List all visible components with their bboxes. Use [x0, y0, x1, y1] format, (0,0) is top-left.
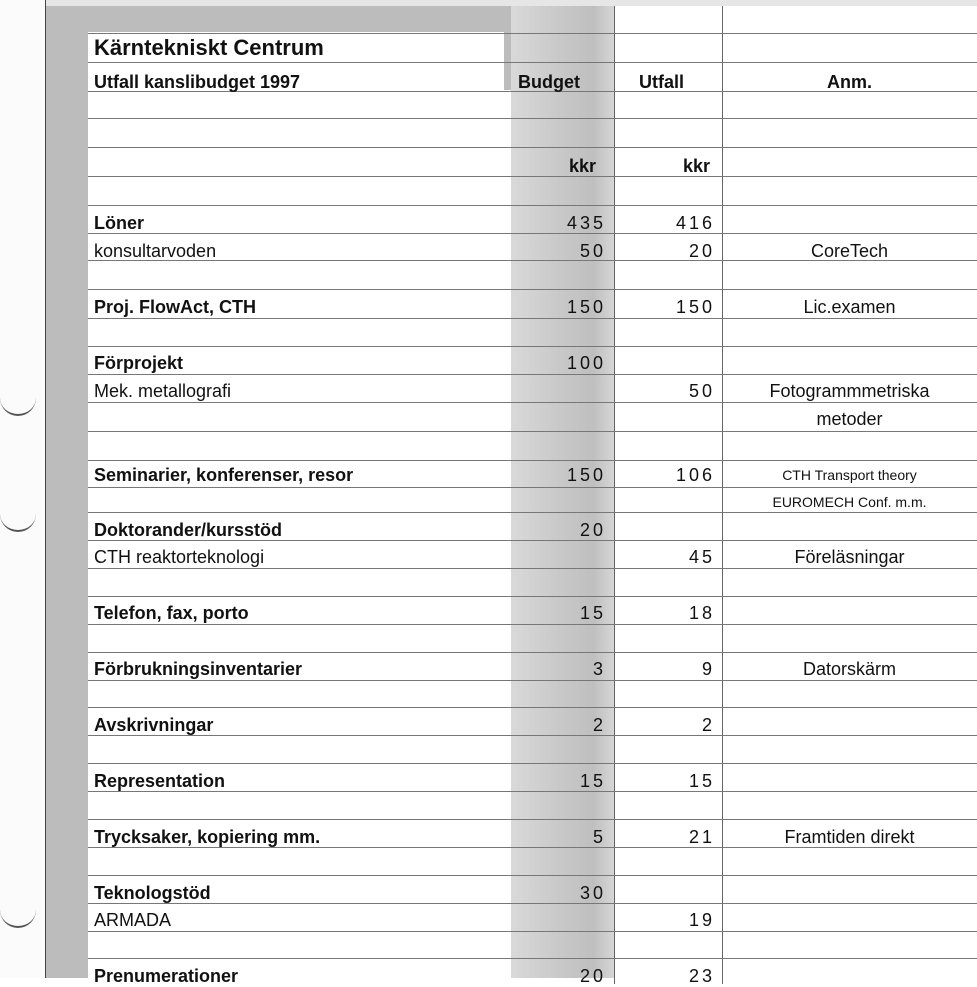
unit-budget: kkr: [569, 156, 597, 176]
row-label: Trycksaker, kopiering mm.: [94, 827, 321, 847]
row-rule: [88, 176, 977, 177]
row-budget-value: 3: [592, 659, 606, 679]
row-budget-value: 15: [579, 771, 606, 791]
row-label: Förprojekt: [94, 353, 184, 373]
row-budget-value: 50: [579, 241, 606, 261]
row-budget-value: 100: [566, 353, 606, 373]
row-rule: [88, 707, 977, 708]
row-rule: [88, 346, 977, 347]
row-rule: [88, 402, 977, 403]
row-rule: [88, 763, 977, 764]
row-budget-value: 150: [566, 465, 606, 485]
row-label: CTH reaktorteknologi: [94, 547, 265, 567]
row-rule: [88, 205, 977, 206]
row-label: Avskrivningar: [94, 715, 214, 735]
row-utfall-value: 21: [688, 827, 715, 847]
row-rule: [88, 819, 977, 820]
row-rule: [88, 33, 977, 34]
row-rule: [88, 318, 977, 319]
row-label: Proj. FlowAct, CTH: [94, 297, 256, 317]
row-utfall-value: 19: [688, 910, 715, 930]
row-rule: [88, 374, 977, 375]
row-remark: Framtiden direkt: [784, 827, 915, 847]
page-title: Kärntekniskt Centrum: [94, 35, 324, 60]
row-utfall-value: 9: [701, 659, 715, 679]
row-rule: [88, 875, 977, 876]
row-utfall-value: 18: [688, 603, 715, 623]
row-remark: Lic.examen: [803, 297, 896, 317]
row-remark: metoder: [816, 409, 883, 429]
row-budget-value: 20: [579, 966, 606, 986]
page-subtitle: Utfall kanslibudget 1997: [94, 72, 301, 92]
row-budget-value: 20: [579, 520, 606, 540]
row-utfall-value: 15: [688, 771, 715, 791]
row-budget-value: 15: [579, 603, 606, 623]
row-label: ARMADA: [94, 910, 172, 930]
page-margin: [0, 0, 45, 978]
row-rule: [88, 624, 977, 625]
row-utfall-value: 150: [675, 297, 715, 317]
row-rule: [88, 431, 977, 432]
row-rule: [88, 487, 977, 488]
row-rule: [88, 680, 977, 681]
row-budget-value: 2: [592, 715, 606, 735]
row-remark: CoreTech: [810, 241, 889, 261]
row-label: Representation: [94, 771, 226, 791]
row-label: Löner: [94, 213, 145, 233]
row-rule: [88, 289, 977, 290]
page-top-edge: [45, 0, 977, 6]
row-label: Doktorander/kursstöd: [94, 520, 283, 540]
row-utfall-value: 20: [688, 241, 715, 261]
row-label: Prenumerationer: [94, 966, 239, 986]
row-utfall-value: 2: [701, 715, 715, 735]
row-remark: Datorskärm: [802, 659, 896, 679]
row-budget-value: 150: [566, 297, 606, 317]
row-label: Mek. metallografi: [94, 381, 232, 401]
row-remark: EUROMECH Conf. m.m.: [772, 494, 927, 510]
row-rule: [88, 568, 977, 569]
row-label: Seminarier, konferenser, resor: [94, 465, 354, 485]
row-rule: [88, 596, 977, 597]
row-rule: [88, 460, 977, 461]
row-utfall-value: 416: [675, 213, 715, 233]
row-rule: [88, 62, 977, 63]
row-budget-value: 435: [566, 213, 606, 233]
row-rule: [88, 931, 977, 932]
row-budget-value: 30: [579, 883, 606, 903]
row-rule: [88, 147, 977, 148]
row-rule: [88, 652, 977, 653]
row-label: konsultarvoden: [94, 241, 217, 261]
row-budget-value: 5: [592, 827, 606, 847]
unit-utfall: kkr: [683, 156, 711, 176]
row-utfall-value: 23: [688, 966, 715, 986]
row-rule: [88, 958, 977, 959]
column-header-budget: Budget: [518, 72, 580, 92]
row-label: Förbrukningsinventarier: [94, 659, 303, 679]
row-label: Teknologstöd: [94, 883, 211, 903]
row-utfall-value: 106: [675, 465, 715, 485]
row-utfall-value: 45: [688, 547, 715, 567]
row-remark: CTH Transport theory: [782, 467, 917, 483]
row-label: Telefon, fax, porto: [94, 603, 249, 623]
row-utfall-value: 50: [688, 381, 715, 401]
column-header-utfall: Utfall: [639, 72, 684, 92]
page-edge: [45, 0, 46, 978]
row-remark: Fotogrammmetriska: [769, 381, 930, 401]
row-rule: [88, 118, 977, 119]
row-remark: Föreläsningar: [794, 547, 905, 567]
column-header-anm: Anm.: [827, 72, 872, 92]
